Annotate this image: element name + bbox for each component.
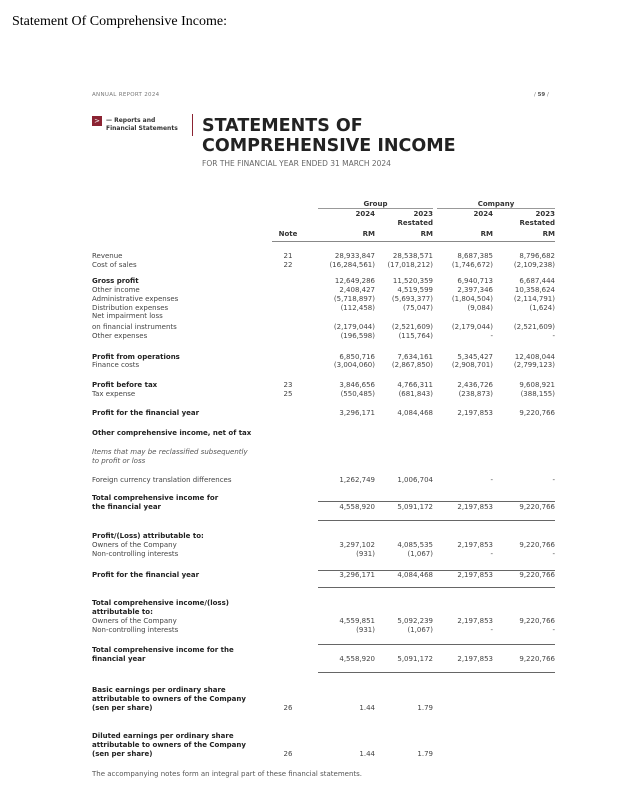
company-2023-value: (2,114,791) [513, 295, 555, 303]
group-2023-value: 28,538,571 [392, 252, 433, 260]
header-rule [272, 241, 555, 242]
group-2023-value: 7,634,161 [397, 353, 433, 361]
total-rule-bottom-2 [318, 587, 555, 588]
company-2023-value: (2,521,609) [513, 323, 555, 331]
group-2024-value: (2,179,044) [333, 323, 375, 331]
group-2023-value: (5,693,377) [391, 295, 433, 303]
section-tag-line1: — Reports and [106, 117, 156, 124]
company-2023-value: - [552, 626, 555, 634]
row-label: Net impairment loss [92, 312, 163, 320]
table-row [92, 476, 560, 485]
company-2023-value: 9,220,766 [519, 541, 555, 549]
company-2023-year: 2023 [535, 210, 555, 218]
footnote: The accompanying notes form an integral part of these financial statements. [92, 770, 363, 778]
group-header: Group [363, 200, 388, 208]
group-2024-value: 4,558,920 [339, 503, 375, 511]
row-label: Other comprehensive income, net of tax [92, 429, 252, 437]
row-note: 23 [283, 381, 293, 389]
note-header: Note [278, 230, 298, 238]
group-2023-value: 1.79 [417, 704, 433, 712]
group-2023-value: (1,067) [407, 626, 433, 634]
document-caption: Statement Of Comprehensive Income: [12, 14, 227, 29]
company-2024-year: 2024 [473, 210, 493, 218]
group-2023-year: 2023 [413, 210, 433, 218]
row-label: Foreign currency translation differences [92, 476, 232, 484]
table-row [92, 277, 560, 286]
row-label: Owners of the Company [92, 541, 177, 549]
company-2023-value: 9,220,766 [519, 571, 555, 579]
section-tag-label [106, 117, 178, 132]
table-row [92, 686, 560, 695]
company-2023-value: 9,220,766 [519, 409, 555, 417]
company-2024-value: 2,197,853 [457, 617, 493, 625]
table-row [92, 695, 560, 704]
company-2023-value: (388,155) [520, 390, 555, 398]
company-2024-value: (2,179,044) [451, 323, 493, 331]
table-row [92, 457, 560, 466]
company-2024-value: - [490, 550, 493, 558]
group-2024-value: 12,649,286 [334, 277, 375, 285]
group-2024-value: 6,850,716 [339, 353, 375, 361]
company-2023-value: (1,624) [529, 304, 555, 312]
group-2023-value: (681,843) [398, 390, 433, 398]
table-row [92, 550, 560, 559]
group-2023-value: 4,084,468 [397, 571, 433, 579]
company-2023-value: 8,796,682 [519, 252, 555, 260]
table-row [92, 704, 560, 713]
group-2023-value: (2,521,609) [391, 323, 433, 331]
row-label: Basic earnings per ordinary share [92, 686, 226, 694]
table-row [92, 409, 560, 418]
group-2024-value: 28,933,847 [334, 252, 375, 260]
group-2024-value: 3,297,102 [339, 541, 375, 549]
group-2023-value: 5,091,172 [397, 655, 433, 663]
row-label: Total comprehensive income for the [92, 646, 234, 654]
company-2024-value: 2,436,726 [457, 381, 493, 389]
table-row [92, 750, 560, 759]
group-2023-value: (1,067) [407, 550, 433, 558]
row-label: Gross profit [92, 277, 139, 285]
company-2024-value: 2,197,853 [457, 655, 493, 663]
company-2023-value: 9,608,921 [519, 381, 555, 389]
row-label: Diluted earnings per ordinary share [92, 732, 234, 740]
table-row [92, 332, 560, 341]
group-2024-value: (3,004,060) [333, 361, 375, 369]
row-label: Non-controlling interests [92, 550, 179, 558]
row-label: on financial instruments [92, 323, 177, 331]
page-slash-left: / [534, 92, 536, 98]
table-row [92, 390, 560, 399]
group-2024-value: 4,558,920 [339, 655, 375, 663]
row-note: 25 [283, 390, 293, 398]
company-2024-rm: RM [480, 230, 493, 238]
group-2023-value: 1.79 [417, 750, 433, 758]
table-row [92, 655, 560, 664]
company-2023-value: 12,408,044 [514, 353, 555, 361]
total-rule-bottom-3 [318, 672, 555, 673]
table-row [92, 599, 560, 608]
table-row [92, 541, 560, 550]
total-rule-top-1 [318, 501, 555, 502]
row-label: Profit for the financial year [92, 571, 200, 579]
company-2024-value: - [490, 476, 493, 484]
company-2024-value: (2,908,701) [451, 361, 493, 369]
group-2023-value: 5,092,239 [397, 617, 433, 625]
row-label: attributable to: [92, 608, 153, 616]
company-2023-rm: RM [542, 230, 555, 238]
company-2024-value: 2,197,853 [457, 571, 493, 579]
page-slash-right: / [547, 92, 549, 98]
company-2024-value: 2,197,853 [457, 541, 493, 549]
row-label: Items that may be reclassified subsequently [92, 448, 248, 456]
group-2024-value: 1.44 [359, 704, 375, 712]
company-header-rule [437, 208, 555, 209]
row-label: Other income [92, 286, 140, 294]
table-row [92, 617, 560, 626]
row-note: 26 [283, 750, 293, 758]
group-2023-value: 4,085,535 [397, 541, 433, 549]
row-label: Administrative expenses [92, 295, 179, 303]
company-2024-value: - [490, 332, 493, 340]
company-2023-value: 9,220,766 [519, 503, 555, 511]
group-2024-value: 3,846,656 [339, 381, 375, 389]
group-2023-value: 4,766,311 [397, 381, 433, 389]
company-header: Company [477, 200, 515, 208]
company-2024-value: 6,940,713 [457, 277, 493, 285]
group-2024-value: (5,718,897) [333, 295, 375, 303]
group-2023-value: (17,018,212) [387, 261, 433, 269]
title-divider [192, 114, 193, 136]
company-2023-value: 9,220,766 [519, 655, 555, 663]
row-label: Revenue [92, 252, 123, 260]
group-2024-value: 3,296,171 [339, 571, 375, 579]
row-note: 21 [283, 252, 293, 260]
row-label: to profit or loss [92, 457, 146, 465]
company-2024-value: 2,197,853 [457, 409, 493, 417]
table-row [92, 503, 560, 512]
row-label: Distribution expenses [92, 304, 169, 312]
group-2024-value: (931) [356, 550, 375, 558]
group-2024-value: (931) [356, 626, 375, 634]
company-2024-value: (9,084) [467, 304, 493, 312]
row-label: Finance costs [92, 361, 140, 369]
row-note: 26 [283, 704, 293, 712]
row-label: Tax expense [92, 390, 136, 398]
row-label: attributable to owners of the Company [92, 695, 246, 703]
page-title-line1: STATEMENTS OF [202, 116, 363, 136]
group-2023-value: (2,867,850) [391, 361, 433, 369]
company-2024-value: - [490, 626, 493, 634]
group-2024-value: (196,598) [340, 332, 375, 340]
row-label: Total comprehensive income for [92, 494, 219, 502]
company-2023-restated: Restated [519, 219, 555, 227]
table-row [92, 741, 560, 750]
group-2023-value: 5,091,172 [397, 503, 433, 511]
page-number: 59 [537, 92, 546, 98]
group-2024-value: 1,262,749 [339, 476, 375, 484]
company-2024-value: (238,873) [458, 390, 493, 398]
total-rule-top-3 [318, 644, 555, 645]
group-2023-value: (75,047) [403, 304, 433, 312]
table-row [92, 448, 560, 457]
table-row [92, 361, 560, 370]
table-row [92, 608, 560, 617]
group-2023-value: (115,764) [398, 332, 433, 340]
group-2023-value: 11,520,359 [392, 277, 433, 285]
total-rule-top-2 [318, 570, 555, 571]
group-2024-value: 2,408,427 [339, 286, 375, 294]
company-2023-value: - [552, 550, 555, 558]
row-label: Profit for the financial year [92, 409, 200, 417]
group-2023-restated: Restated [397, 219, 433, 227]
company-2023-value: (2,799,123) [513, 361, 555, 369]
row-label: Owners of the Company [92, 617, 177, 625]
company-2023-value: 10,358,624 [514, 286, 555, 294]
table-row [92, 323, 560, 332]
table-row [92, 571, 560, 580]
group-2024-value: (112,458) [340, 304, 375, 312]
total-rule-bottom-1 [318, 520, 555, 521]
company-2024-value: 2,197,853 [457, 503, 493, 511]
section-tag-line2: Financial Statements [106, 124, 178, 132]
table-row [92, 312, 560, 321]
company-2023-value: - [552, 332, 555, 340]
company-2023-value: - [552, 476, 555, 484]
table-row [92, 626, 560, 635]
group-2024-year: 2024 [355, 210, 375, 218]
row-label: Total comprehensive income/(loss) [92, 599, 229, 607]
company-2024-value: (1,746,672) [451, 261, 493, 269]
page-title-line2: COMPREHENSIVE INCOME [202, 136, 456, 156]
group-2023-value: 4,519,599 [397, 286, 433, 294]
table-row [92, 381, 560, 390]
row-label: (sen per share) [92, 750, 153, 758]
table-row [92, 295, 560, 304]
group-2024-value: 1.44 [359, 750, 375, 758]
company-2023-value: 9,220,766 [519, 617, 555, 625]
table-row [92, 286, 560, 295]
table-row [92, 732, 560, 741]
group-header-rule [318, 208, 433, 209]
group-2023-rm: RM [420, 230, 433, 238]
company-2023-value: 6,687,444 [519, 277, 555, 285]
group-2023-value: 1,006,704 [397, 476, 433, 484]
company-2024-value: (1,804,504) [451, 295, 493, 303]
row-label: Profit from operations [92, 353, 180, 361]
group-2024-value: 3,296,171 [339, 409, 375, 417]
row-label: attributable to owners of the Company [92, 741, 246, 749]
row-label: financial year [92, 655, 146, 663]
table-row [92, 646, 560, 655]
company-2024-value: 5,345,427 [457, 353, 493, 361]
company-2024-value: 8,687,385 [457, 252, 493, 260]
group-2024-rm: RM [362, 230, 375, 238]
group-2024-value: (16,284,561) [329, 261, 375, 269]
company-2023-value: (2,109,238) [513, 261, 555, 269]
table-row [92, 532, 560, 541]
page-title [202, 116, 456, 156]
page-subtitle: FOR THE FINANCIAL YEAR ENDED 31 MARCH 2024 [202, 159, 391, 168]
table-row [92, 261, 560, 270]
row-label: Other expenses [92, 332, 148, 340]
row-label: (sen per share) [92, 704, 153, 712]
company-2024-value: 2,397,346 [457, 286, 493, 294]
row-label: the financial year [92, 503, 161, 511]
group-2024-value: (550,485) [340, 390, 375, 398]
row-label: Profit/(Loss) attributable to: [92, 532, 204, 540]
row-label: Cost of sales [92, 261, 137, 269]
chevron-right-icon: > [92, 116, 102, 126]
row-note: 22 [283, 261, 293, 269]
group-2024-value: 4,559,851 [339, 617, 375, 625]
table-row [92, 429, 560, 438]
group-2023-value: 4,084,468 [397, 409, 433, 417]
row-label: Non-controlling interests [92, 626, 179, 634]
row-label: Profit before tax [92, 381, 158, 389]
page-number-header [534, 92, 549, 98]
annual-report-label: ANNUAL REPORT 2024 [92, 92, 160, 98]
table-row [92, 252, 560, 261]
